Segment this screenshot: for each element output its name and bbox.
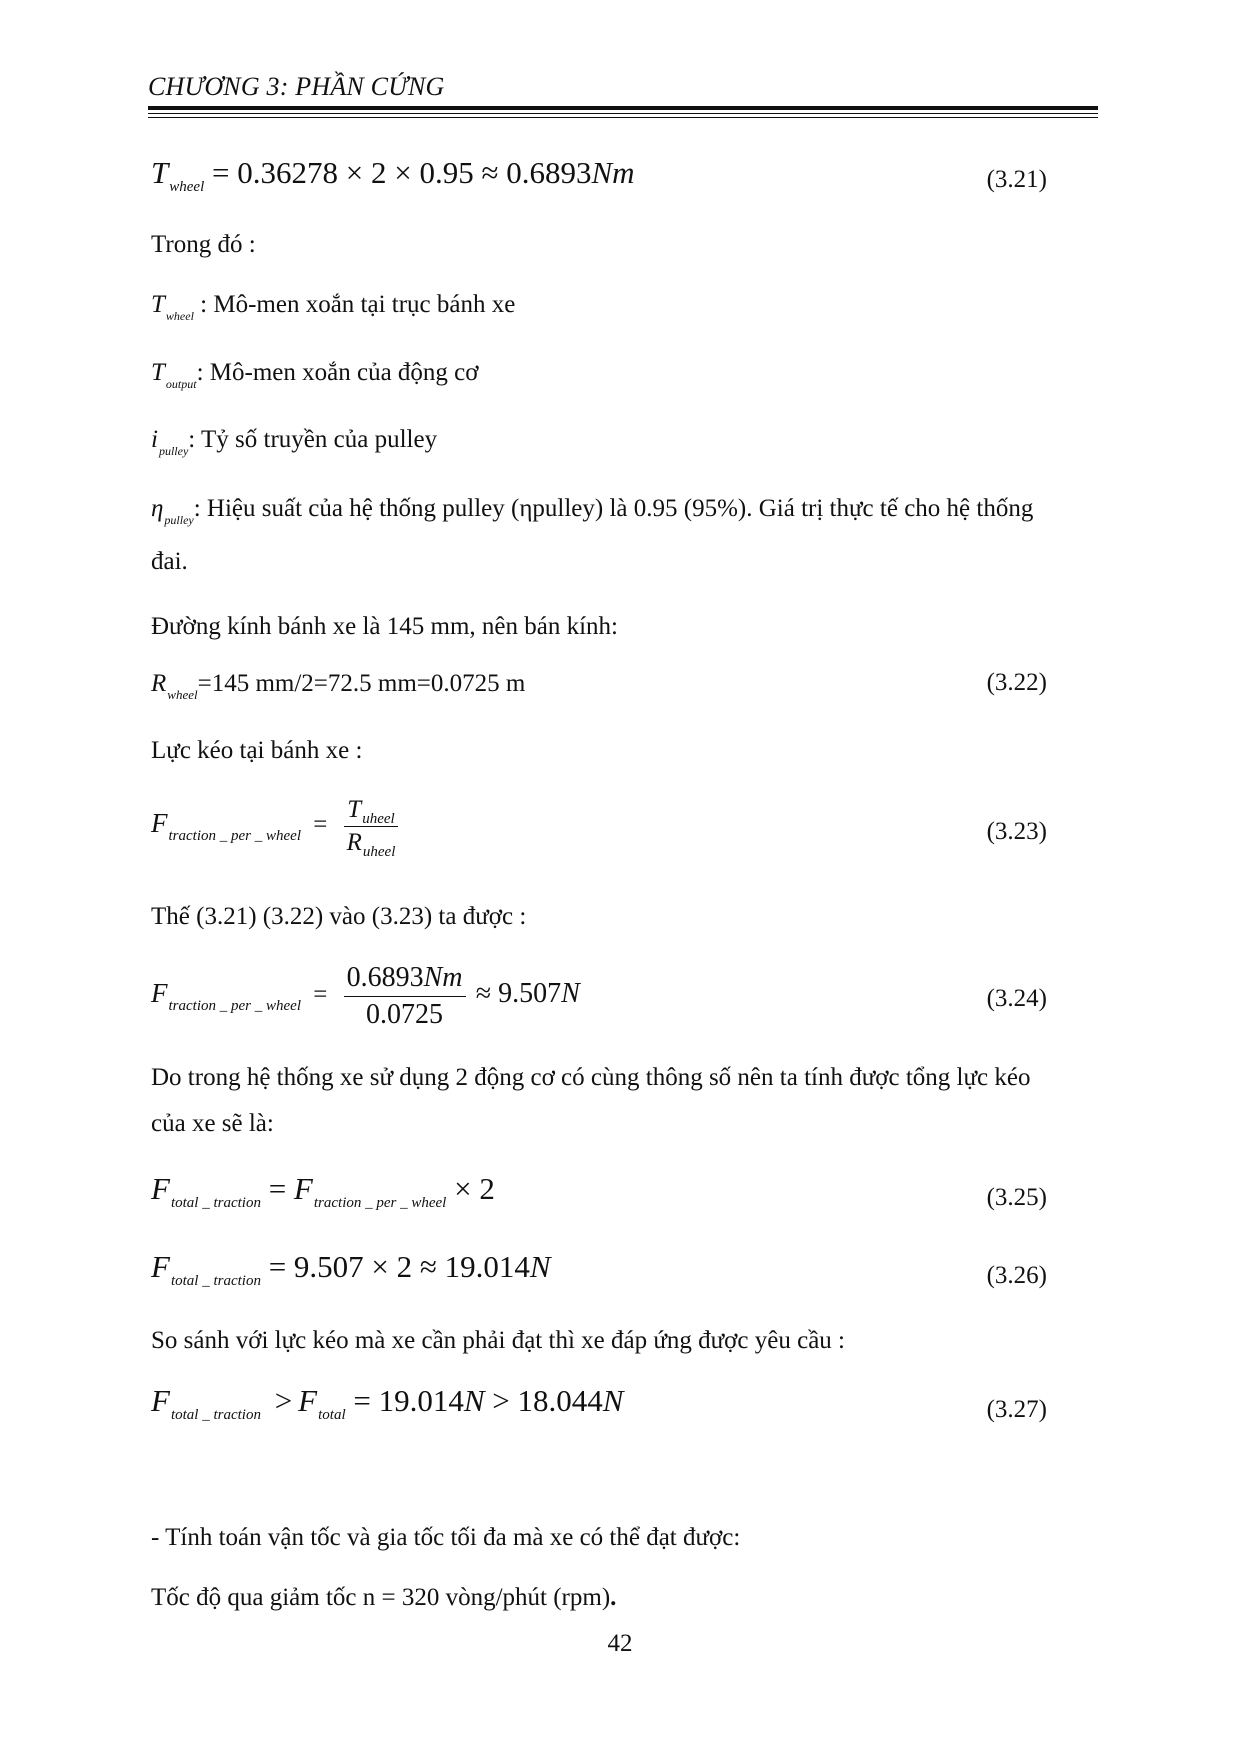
fraction-t-over-r: $\frac{T_{uheel}}{R_{uheel}}$ [344,796,399,857]
equation-number: (3.23) [986,818,1047,845]
equation-number: (3.25) [986,1184,1047,1211]
equation-3-27: $F_{total \_ traction} > F_{total} = 19.014N > 18.044N$ [151,1383,624,1423]
definition-eta-pulley: $\eta_{pulley}$: Hiệu suất của hệ thống pulley (ηpulley) là 0.95 (95%). Giá trị thực tế cho hệ thống đai. [151,495,1034,575]
equation-number: (3.27) [986,1396,1047,1423]
definition-i-pulley: $i_{pulley}$: Tỷ số truyền của pulley [151,426,438,458]
equation-number: (3.24) [986,985,1047,1012]
equation-number: (3.22) [986,669,1047,696]
equation-3-22: $R_{wheel}=145$ mm/2=72.5 mm=0.0725 m [151,670,526,702]
page-number: 42 [607,1630,633,1657]
equation-3-25: $F_{total \_ traction} = F_{traction \_ per \_ wheel} \times 2$ [151,1171,495,1211]
equation-number: (3.21) [986,166,1047,193]
compare-text: So sánh với lực kéo mà xe cần phải đạt thì xe đáp ứng được yêu cầu : [151,1327,845,1354]
equation-3-23: $F_{traction \_ per \_ wheel}$ = $\frac{T_{uheel}}{R_{uheel}}$ [151,796,402,857]
motors-text: Do trong hệ thống xe sử dụng 2 động cơ có cùng thông số nên ta tính được tổng lực kéo của xe sẽ là: [151,1064,1031,1137]
equation-3-26: $F_{total \_ traction} = 9.507 \times 2 \approx 19.014N$ [151,1249,551,1289]
definition-t-output: $T_{output}$: Mô-men xoắn của động cơ [151,359,479,391]
diameter-text: Đường kính bánh xe là 145 mm, nên bán kính: [151,613,618,640]
substitute-text: Thế (3.21) (3.22) vào (3.23) ta được : [151,903,527,930]
definition-t-wheel: $T_{wheel}$ : Mô-men xoắn tại trục bánh xe [151,291,516,323]
equation-3-21: $T_{wheel} = 0.36278 \times 2 \times 0.95 \approx 0.6893Nm$ [151,155,635,195]
header-rule-thin-2 [148,117,1098,118]
where-label: Trong đó : [151,231,256,258]
fraction-torque-over-radius: $\frac{0.6893Nm}{0.0725}$ [344,962,466,1031]
chapter-header: CHƯƠNG 3: PHẦN CỨNG [148,72,445,101]
header-rule-thick [148,106,1098,110]
bullet-text: - Tính toán vận tốc và gia tốc tối đa mà xe có thể đạt được: [151,1524,741,1551]
equation-number: (3.26) [986,1262,1047,1289]
speed-text: Tốc độ qua giảm tốc n = 320 vòng/phút (rpm). [151,1584,617,1611]
equation-3-24: $F_{traction \_ per \_ wheel}$ = $\frac{0.6893Nm}{0.0725}$ ≈ 9.507N [151,962,580,1030]
traction-label: Lực kéo tại bánh xe : [151,737,363,764]
header-rule-thin [148,113,1098,114]
